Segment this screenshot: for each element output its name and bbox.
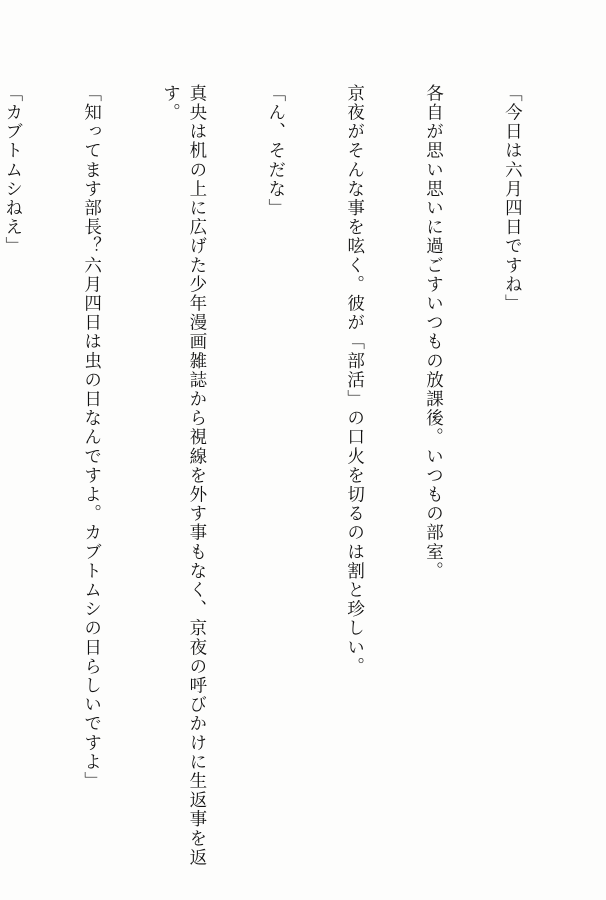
text-line: 各自が思い思いに過ごすいつもの放課後。いつもの部室。 [423,84,444,581]
text-line: 真央は机の上に広げた少年漫画雑誌から視線を外す事もなく、京夜の呼びかけに生返事を返す。 [160,84,207,868]
text-line: 「ん、そだな」 [265,84,286,218]
text-line: 「今日は六月四日ですね」 [502,84,523,314]
text-line: 「カブトムシねえ」 [2,84,23,256]
text-line: 「知ってます部長？六月四日は虫の日なんですよ。カブトムシの日らしいですよ」 [81,84,102,791]
vertical-text-body [0,84,578,874]
text-line: 京夜がそんな事を呟く。彼が「部活」の口火を切るのは割と珍しい。 [344,84,365,677]
